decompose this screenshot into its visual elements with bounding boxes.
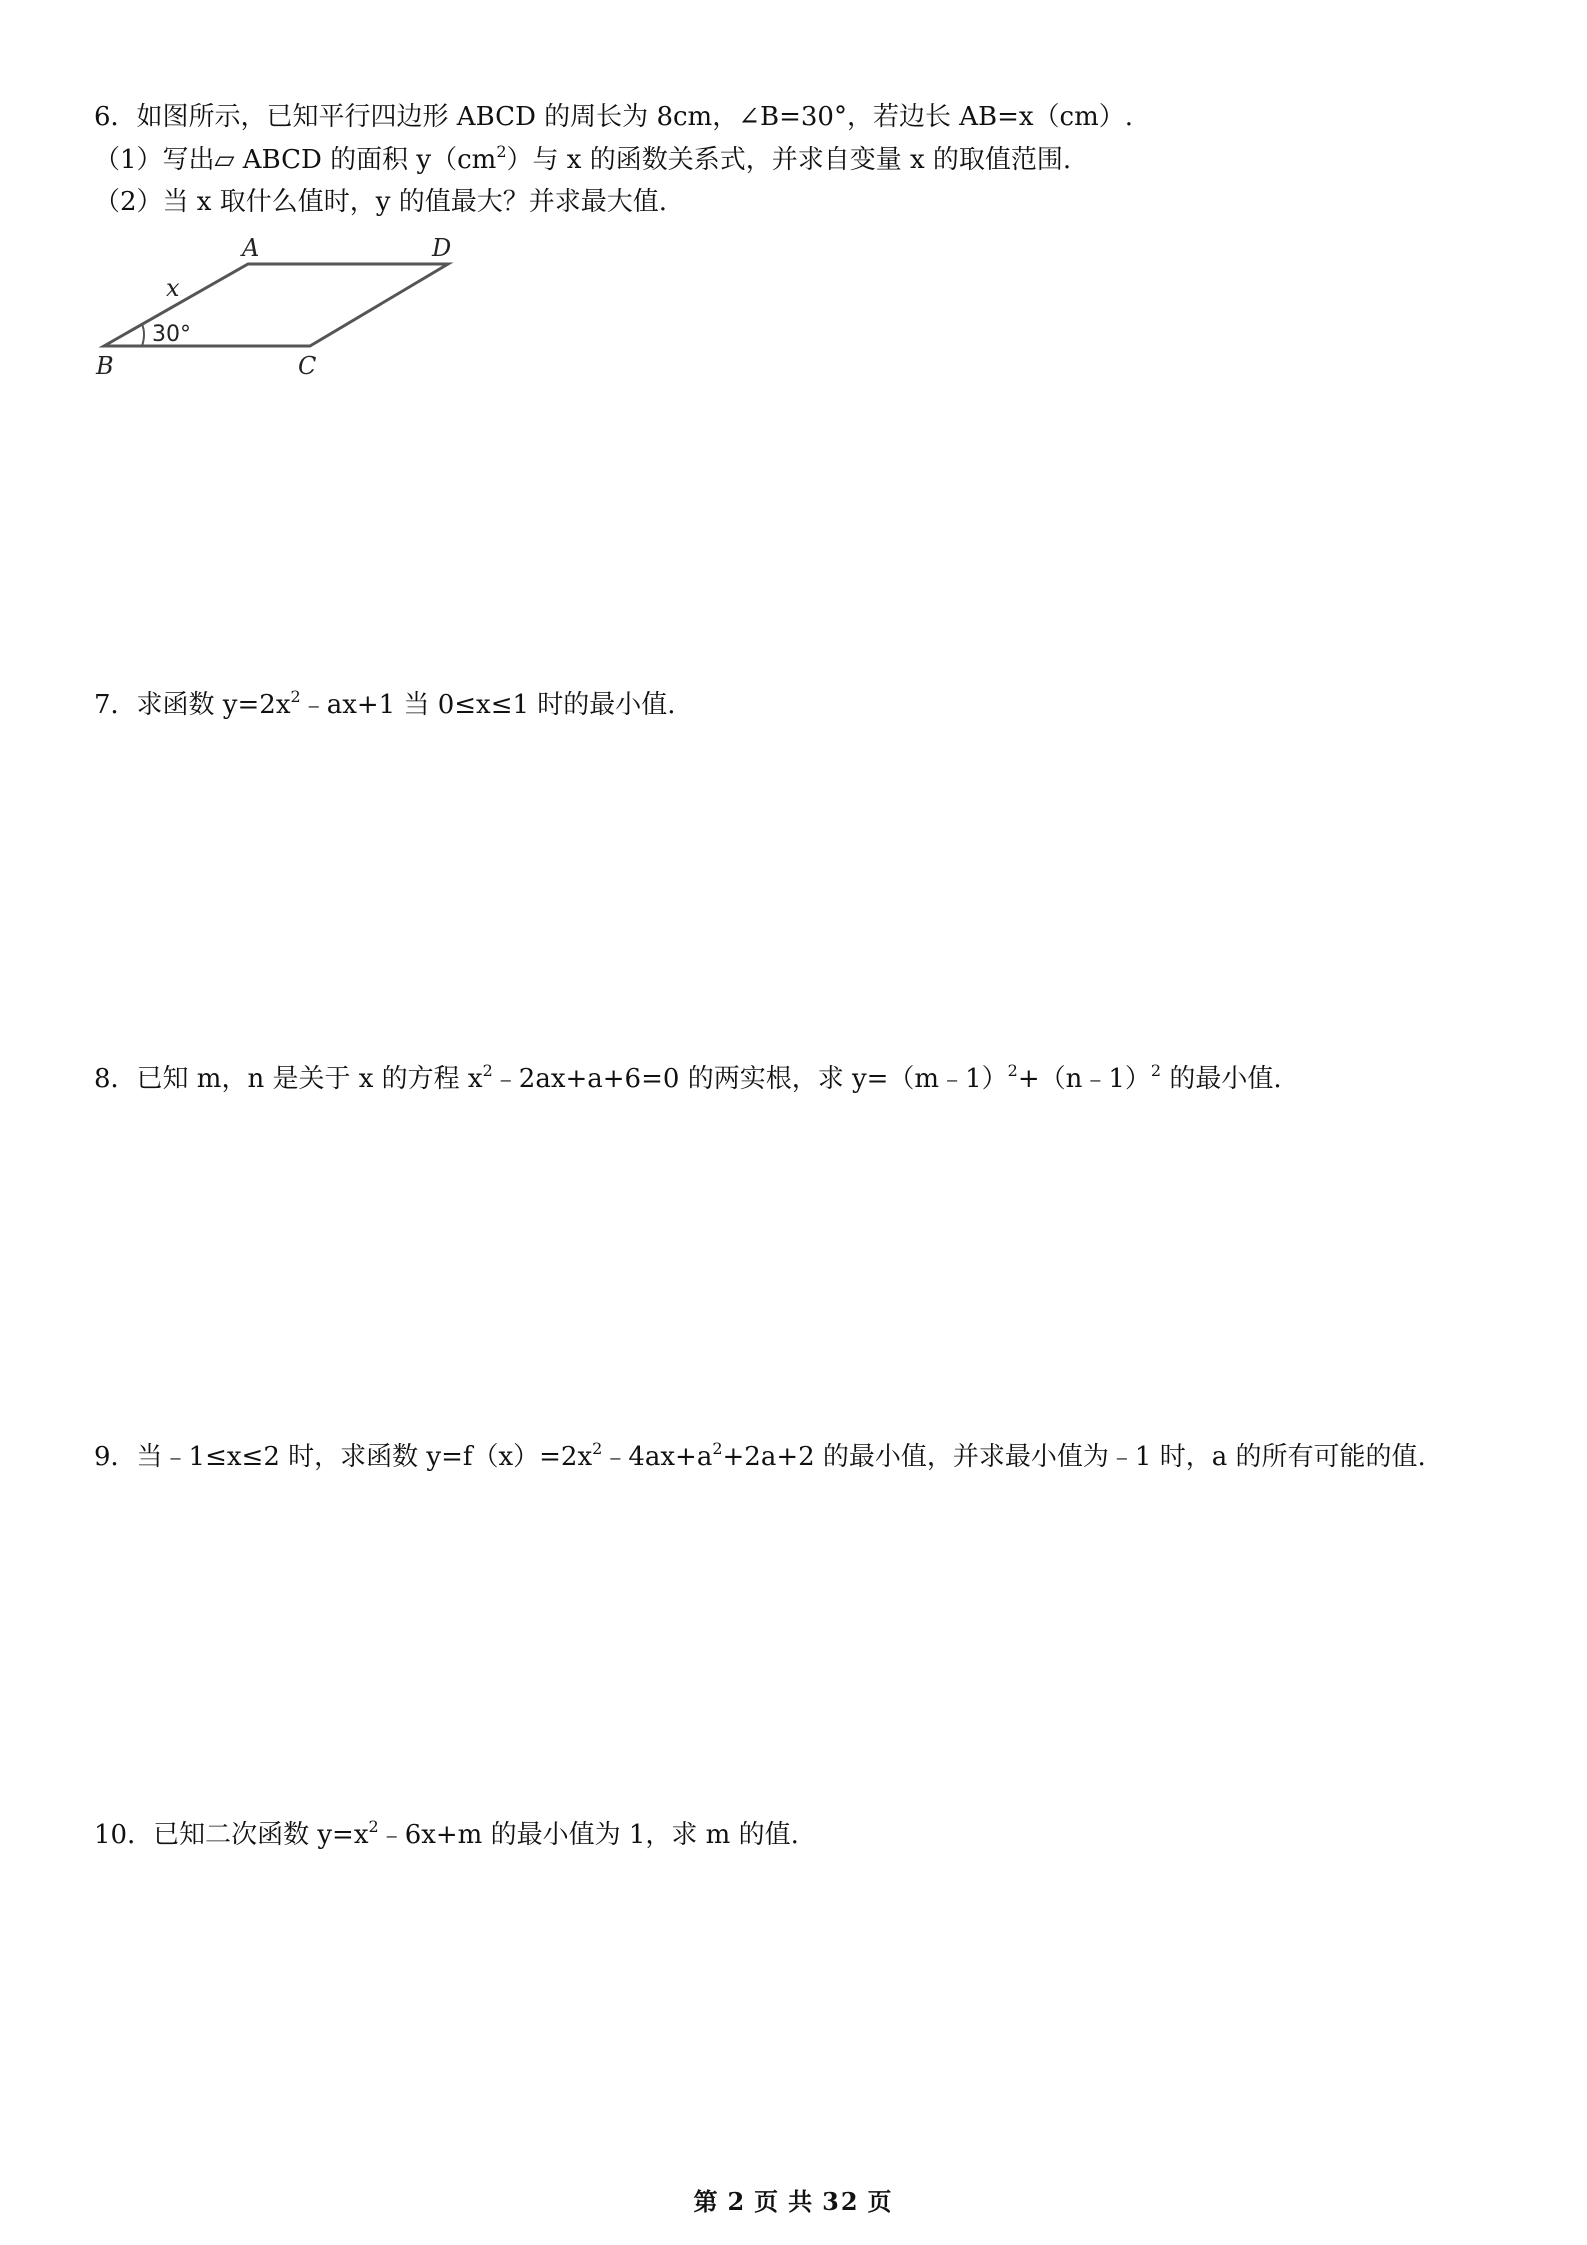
page-footer	[0, 2182, 1587, 2217]
q9-sup1: 2	[592, 1439, 603, 1458]
vertex-label-b: B	[96, 352, 114, 380]
footer-page-number: 2	[727, 2187, 747, 2216]
vertex-label-d: D	[432, 234, 452, 262]
footer-prefix: 第	[693, 2187, 720, 2216]
q10-text	[94, 1818, 799, 1852]
q9-text	[94, 1440, 1426, 1474]
angle-label: 30°	[152, 322, 191, 347]
q7-sup: 2	[290, 687, 301, 706]
q10-sup: 2	[368, 1817, 379, 1836]
q7-text	[94, 688, 676, 722]
q7-post: ﹣ax+1 当 0≤x≤1 时的最小值.	[300, 690, 676, 720]
q6-part1	[94, 143, 1071, 177]
q9-pre: 9．当﹣1≤x≤2 时，求函数 y=f（x）=2x	[94, 1442, 593, 1472]
parallelogram-figure	[94, 228, 474, 384]
vertex-label-a: A	[242, 234, 260, 262]
vertex-label-c: C	[298, 352, 317, 380]
q8-mid: ﹣2ax+a+6=0 的两实根，求 y=（m﹣1）	[492, 1064, 1008, 1094]
q9-post: +2a+2 的最小值，并求最小值为﹣1 时，a 的所有可能的值.	[722, 1442, 1426, 1472]
q8-text	[94, 1062, 1282, 1096]
q10-post: ﹣6x+m 的最小值为 1，求 m 的值.	[378, 1820, 799, 1850]
q6-line1: 6．如图所示，已知平行四边形 ABCD 的周长为 8cm，∠B=30°，若边长 AB=x（cm）.	[94, 102, 1134, 132]
q8-sup1: 2	[482, 1061, 493, 1080]
q9-mid: ﹣4ax+a	[602, 1442, 713, 1472]
q8-sup2: 2	[1007, 1061, 1018, 1080]
q6-part2: （2）当 x 取什么值时，y 的值最大？并求最大值.	[94, 187, 667, 217]
footer-total-pages: 32	[822, 2187, 860, 2216]
side-label-x: x	[166, 274, 180, 302]
q7-pre: 7．求函数 y=2x	[94, 690, 291, 720]
footer-total-word: 共	[788, 2187, 815, 2216]
q6-part1-pre: （1）写出▱ ABCD 的面积 y（cm	[94, 145, 497, 175]
q6-part1-post: ）与 x 的函数关系式，并求自变量 x 的取值范围.	[506, 145, 1072, 175]
q10-pre: 10．已知二次函数 y=x	[94, 1820, 369, 1850]
q8-mid2: +（n﹣1）	[1017, 1064, 1151, 1094]
footer-page-word: 页	[754, 2187, 781, 2216]
q8-sup3: 2	[1150, 1061, 1162, 1080]
footer-suffix: 页	[867, 2187, 894, 2216]
angle-arc	[142, 324, 144, 346]
q9-sup2: 2	[712, 1439, 723, 1458]
q8-pre: 8．已知 m，n 是关于 x 的方程 x	[94, 1064, 483, 1094]
q6-part1-sup: 2	[496, 142, 507, 161]
q8-post: 的最小值.	[1161, 1064, 1282, 1094]
